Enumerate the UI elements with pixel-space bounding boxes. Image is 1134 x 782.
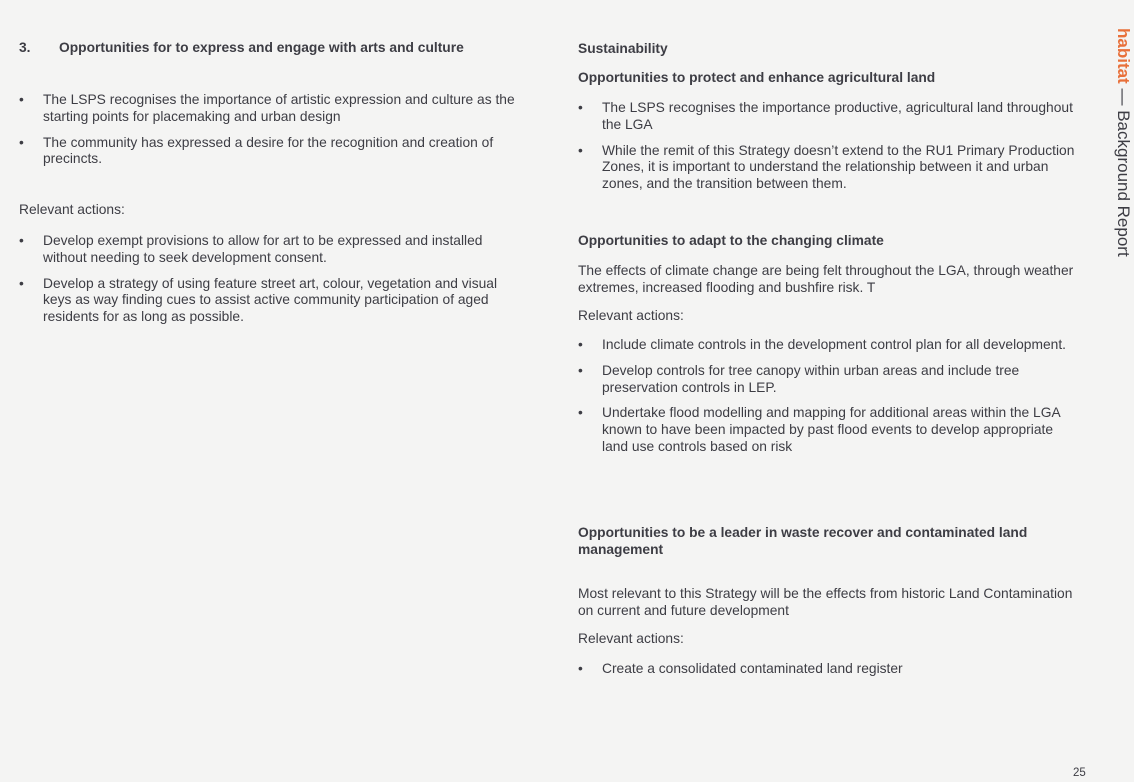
bullet-icon: • <box>578 100 583 115</box>
bullet-icon: • <box>578 362 583 378</box>
list-item: • The LSPS recognises the importance of artistic expression and culture as the starting points for placemaking and urban design <box>19 92 515 124</box>
list-item: • Undertake flood modelling and mapping for additional areas within the LGA known to have been impacted by past flood events to develop appropriate land use controls based on risk <box>578 405 1060 454</box>
list-item: • Create a consolidated contaminated land register <box>578 661 903 676</box>
section-title-sustainability: Sustainability <box>578 41 668 56</box>
list-item: • Include climate controls in the development control plan for all development. <box>578 337 1066 352</box>
page-number: 25 <box>1073 767 1086 779</box>
relevant-actions-label: Relevant actions: <box>19 202 125 217</box>
list-item: • Develop controls for tree canopy within urban areas and include tree preservation controls in LEP. <box>578 362 1020 395</box>
bullet-icon: • <box>578 661 583 676</box>
waste-heading: Opportunities to be a leader in waste recover and contaminated land management <box>578 525 1028 557</box>
sidebar-text <box>1112 28 1134 257</box>
section-heading-arts <box>19 40 464 55</box>
bullet-icon: • <box>19 233 24 248</box>
list-item: • The community has expressed a desire for the recognition and creation of precincts. <box>19 134 494 167</box>
section-number: 3. <box>19 40 31 55</box>
bullet-icon: • <box>19 134 24 150</box>
bullet-icon: • <box>578 337 583 352</box>
section-heading-text: Opportunities for to express and engage with arts and culture <box>59 40 464 55</box>
list-item: • Develop exempt provisions to allow for art to be expressed and installed without needing to seek development consent. <box>19 233 483 265</box>
relevant-actions-label: Relevant actions: <box>578 631 684 646</box>
relevant-actions-label: Relevant actions: <box>578 308 684 323</box>
climate-actions-list <box>578 337 1078 465</box>
arts-intro-list <box>19 92 519 177</box>
waste-actions-list <box>578 661 1078 687</box>
climate-heading: Opportunities to adapt to the changing climate <box>578 233 884 248</box>
list-item: • The LSPS recognises the importance productive, agricultural land throughout the LGA <box>578 100 1073 132</box>
bullet-icon: • <box>578 142 583 158</box>
bullet-icon: • <box>19 275 24 291</box>
list-item: • While the remit of this Strategy doesn’t extend to the RU1 Primary Production Zones, it is important to understand the relationship between it and urban zones, and the transition between them. <box>578 142 1075 192</box>
list-item: • Develop a strategy of using feature street art, colour, vegetation and visual keys as way finding cues to assist active community participation of aged residents for as long as possible. <box>19 275 498 325</box>
bullet-icon: • <box>19 92 24 107</box>
report-title: Background Report <box>1114 110 1133 257</box>
bullet-icon: • <box>578 405 583 421</box>
arts-actions-list <box>19 233 529 335</box>
agri-heading: Opportunities to protect and enhance agricultural land <box>578 70 936 85</box>
climate-paragraph: The effects of climate change are being felt throughout the LGA, through weather extremes, increased flooding and bushfire risk. T <box>578 263 1074 295</box>
waste-paragraph: Most relevant to this Strategy will be the effects from historic Land Contamination on current and future development <box>578 586 1073 618</box>
dash-separator: — <box>1114 88 1133 106</box>
habitat-logo: habitat <box>1114 28 1133 84</box>
agri-list <box>578 100 1086 202</box>
sidebar-brand <box>1112 28 1134 288</box>
